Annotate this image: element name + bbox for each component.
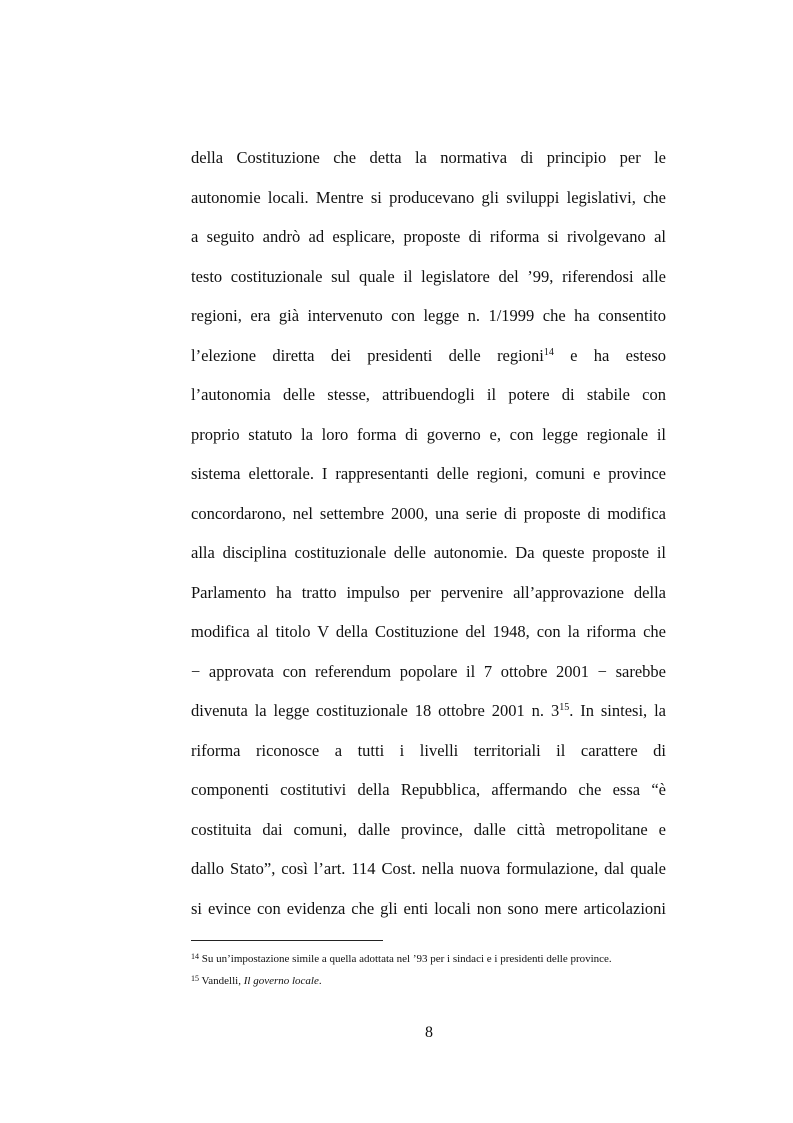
line-text: proprio statuto la loro forma di governo e, con legge regionale il [191,424,666,444]
text-line [191,375,666,415]
line-text: divenuta la legge costituzionale 18 ottobre 2001 n. 3 [191,701,560,720]
footnote-reference[interactable]: 15 [559,702,570,713]
text-line [191,691,666,731]
line-text: testo costituzionale sul quale il legislatore del ’99, riferendosi alle [191,266,666,286]
text-line [191,257,666,297]
line-text: della Costituzione che detta la normativa di principio per le [191,148,666,167]
text-line [191,138,666,178]
line-text: si evince con evidenza che gli enti locali non sono mere articolazioni [191,898,666,918]
line-text: componenti costitutivi della Repubblica, affermando che essa “è [191,780,666,799]
text-line [191,731,666,771]
footnote [191,948,671,970]
footnote-number: 14 [191,952,199,961]
line-text: alla disciplina costituzionale delle autonomie. Da queste proposte il [191,543,666,562]
footnote-title: Il governo locale [243,975,319,987]
footnote-text: . [318,975,322,987]
text-line [191,770,666,810]
line-text: Parlamento ha tratto impulso per pervenire all’approvazione della [191,582,666,602]
line-text: l’autonomia delle stesse, attribuendogli il potere di stabile con [191,385,666,404]
page-number: 8 [425,1024,433,1041]
line-text: − approvata con referendum popolare il 7 ottobre 2001 − sarebbe [191,661,666,681]
line-text: regioni, era già intervenuto con legge n. 1/1999 che ha consentito [191,306,666,325]
body-text [191,138,666,928]
line-text: a seguito andrò ad esplicare, proposte di riforma si rivolgevano al [191,227,666,246]
footnote-text: Su un’impostazione simile a quella adottata nel ’93 per i sindaci e i presidenti delle province. [199,953,612,965]
line-text: . In sintesi, la [569,701,666,720]
line-text: costituita dai comuni, dalle province, dalle città metropolitane e [191,819,666,839]
text-line [191,573,666,613]
text-line [191,533,666,573]
text-line [191,652,666,692]
text-line [191,415,666,455]
text-line [191,178,666,218]
footnote [191,970,671,992]
line-text: autonomie locali. Mentre si producevano gli sviluppi legislativi, che [191,187,666,207]
text-line [191,336,666,376]
text-line [191,454,666,494]
text-line [191,612,666,652]
footnote-separator [191,940,383,941]
footnote-text: Vandelli, [199,975,244,987]
line-text: l’elezione diretta dei presidenti delle regioni [191,345,544,365]
footnote-reference[interactable]: 14 [543,346,554,358]
text-line [191,849,666,889]
text-line [191,494,666,534]
line-text: sistema elettorale. I rappresentanti delle regioni, comuni e province [191,464,666,483]
text-line [191,296,666,336]
text-line [191,217,666,257]
line-text: modifica al titolo V della Costituzione del 1948, con la riforma che [191,622,666,641]
line-text: dallo Stato”, così l’art. 114 Cost. nella nuova formulazione, dal quale [191,859,666,878]
footnotes [191,948,671,992]
line-text: e ha esteso [553,345,666,365]
footnote-number: 15 [191,974,199,983]
line-text: riforma riconosce a tutti i livelli territoriali il carattere di [191,740,666,760]
line-text: concordarono, nel settembre 2000, una serie di proposte di modifica [191,503,666,523]
text-line [191,889,666,929]
text-line [191,810,666,850]
